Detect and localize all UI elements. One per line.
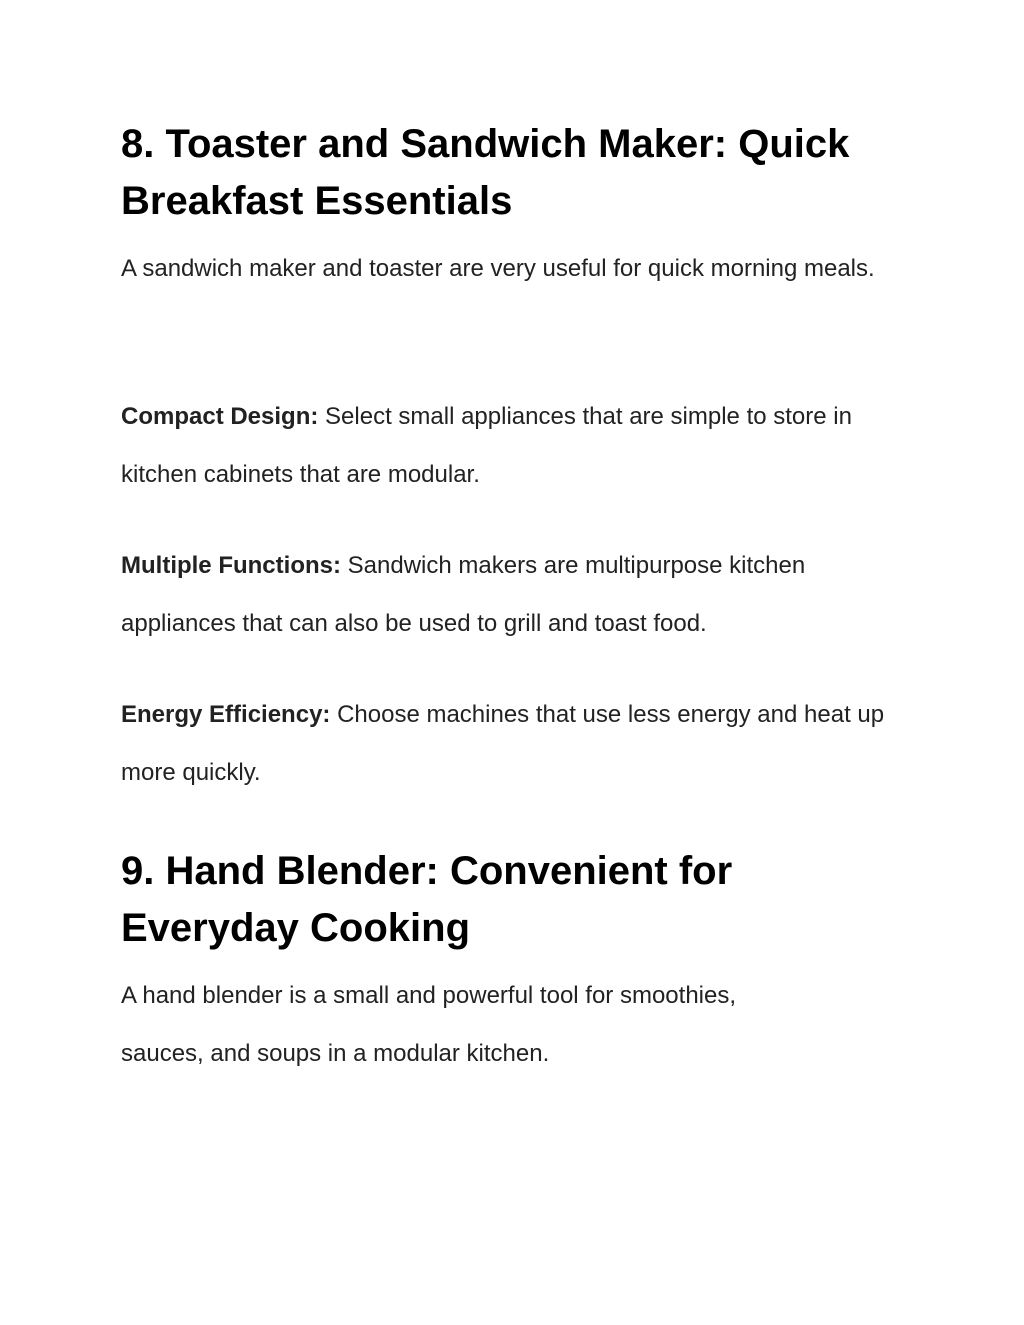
point-text: Sandwich makers are multipurpose kitchen appliances that can also be used to grill and toast food. bbox=[121, 552, 806, 637]
section-heading-hand-blender: 9. Hand Blender: Convenient for Everyday Cooking bbox=[121, 849, 733, 950]
section-heading-toaster: 8. Toaster and Sandwich Maker: Quick Breakfast Essentials bbox=[121, 122, 850, 223]
point-text: Choose machines that use less energy and heat up more quickly. bbox=[121, 701, 885, 786]
point-label: Energy Efficiency: bbox=[121, 701, 331, 728]
point-label: Compact Design: bbox=[121, 403, 319, 430]
section-intro-toaster: A sandwich maker and toaster are very useful for quick morning meals. bbox=[121, 255, 875, 282]
section-intro-hand-blender: A hand blender is a small and powerful tool for smoothies, sauces, and soups in a modular kitchen. bbox=[121, 982, 737, 1067]
point-label: Multiple Functions: bbox=[121, 552, 341, 579]
point-multiple-functions bbox=[121, 537, 896, 653]
point-text: Select small appliances that are simple to store in kitchen cabinets that are modular. bbox=[121, 403, 852, 488]
point-compact-design bbox=[121, 388, 861, 504]
point-energy-efficiency bbox=[121, 686, 891, 802]
